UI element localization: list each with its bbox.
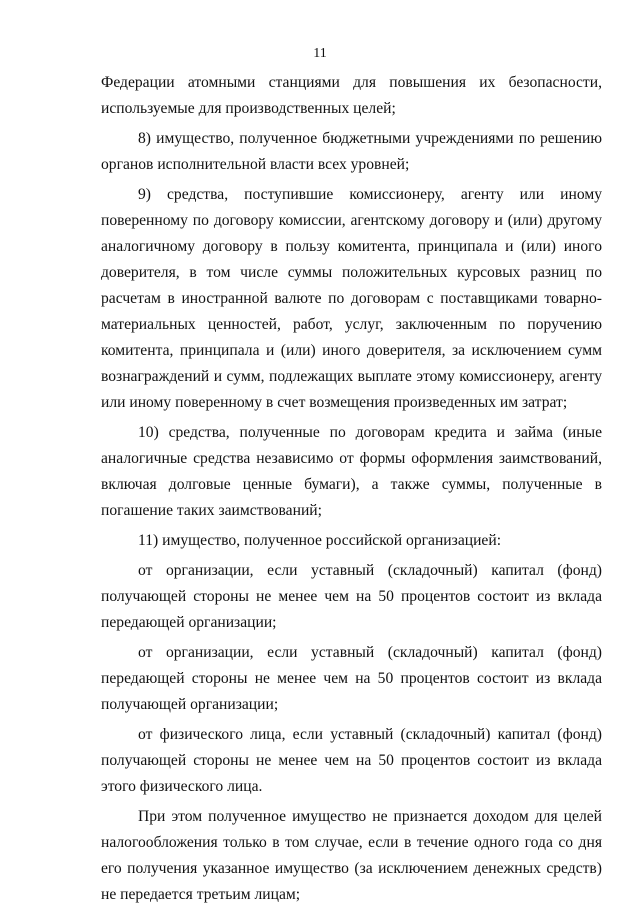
paragraph-item-11: 11) имущество, полученное российской организацией: xyxy=(138,532,502,549)
paragraph-item-9: 9) средства, поступившие комиссионеру, агенту или иному поверенному по договору комиссии, агентскому договору и (или) другому аналогичному договору в пользу комитента, принципала и (или) иного доверителя, в том числе суммы положительных курсовых разниц по расчетам в иностранной валюте по договорам с поставщиками товарно-материальных ценностей, работ, услуг, заключенным по поручению комитента, принципала и (или) иного доверителя, за исключением сумм вознаграждений и сумм, подлежащих выплате этому комиссионеру, агенту или иному поверенному в счет возмещения произведенных им затрат; xyxy=(101,186,602,411)
paragraph-subitem-receiving: от организации, если уставный (складочный) капитал (фонд) получающей стороны не менее чем на 50 процентов состоит из вклада передающей организации; xyxy=(101,562,602,631)
document-body xyxy=(101,70,602,908)
paragraph-subitem-transferring: от организации, если уставный (складочный) капитал (фонд) передающей стороны не менее чем на 50 процентов состоит из вклада получающей организации; xyxy=(101,644,602,713)
paragraph-subitem-individual: от физического лица, если уставный (складочный) капитал (фонд) получающей стороны не менее чем на 50 процентов состоит из вклада этого физического лица. xyxy=(101,726,602,795)
page-number: 11 xyxy=(313,46,327,61)
paragraph-condition: При этом полученное имущество не признается доходом для целей налогообложения только в том случае, если в течение одного года со дня его получения указанное имущество (за исключением денежных средств) не передается третьим лицам; xyxy=(101,808,602,903)
paragraph-item-10: 10) средства, полученные по договорам кредита и займа (иные аналогичные средства независимо от формы оформления заимствований, включая долговые ценные бумаги), а также суммы, полученные в погашение таких заимствований; xyxy=(101,424,602,519)
paragraph-continuation: Федерации атомными станциями для повышения их безопасности, используемые для производственных целей; xyxy=(101,74,602,117)
paragraph-item-8: 8) имущество, полученное бюджетными учреждениями по решению органов исполнительной власти всех уровней; xyxy=(101,130,602,173)
